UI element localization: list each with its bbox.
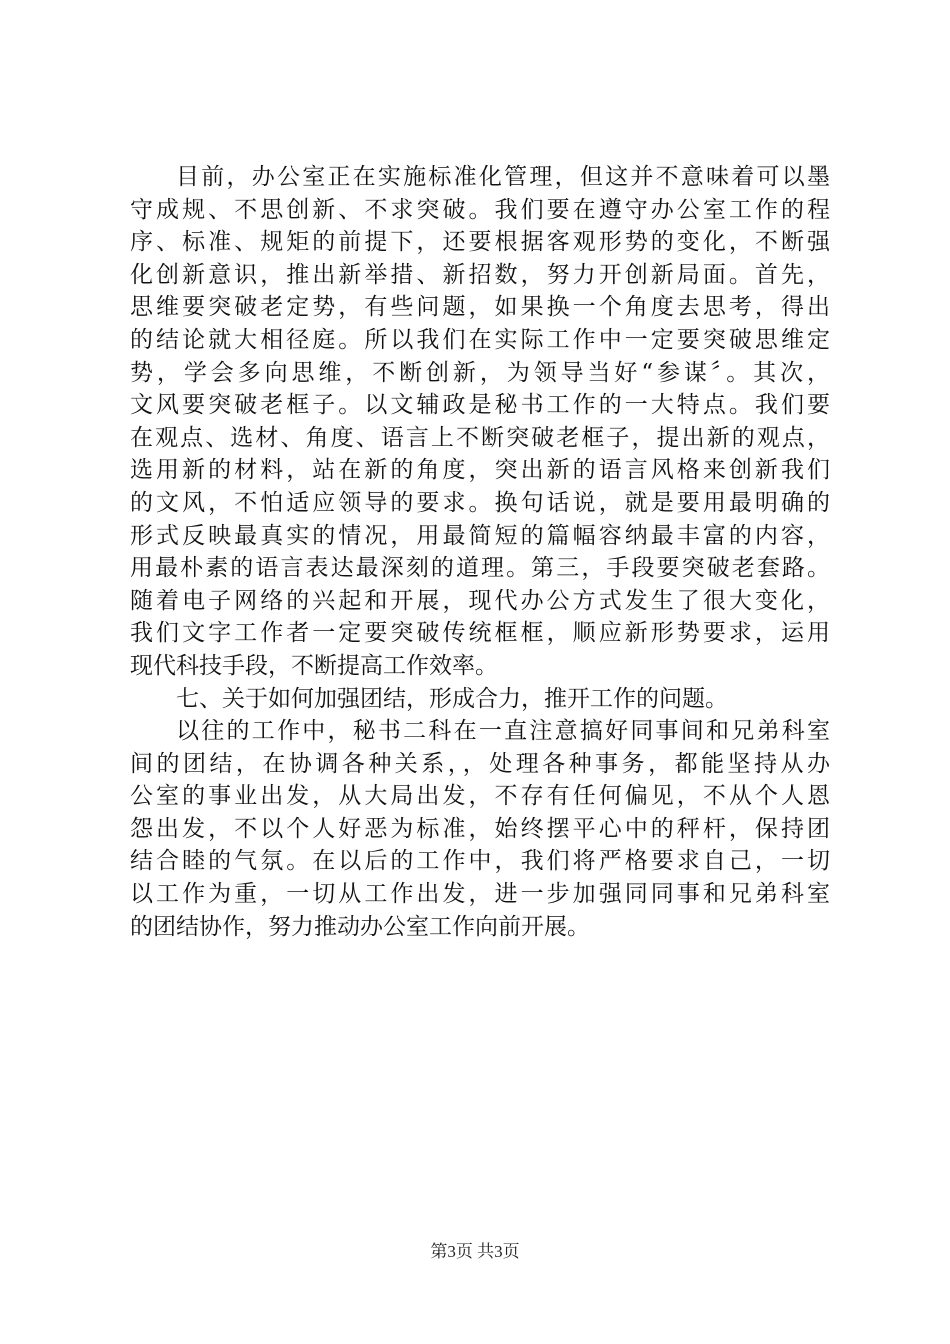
paragraph-line: 目前，办公室正在实施标准化管理，但这并不意味着可以墨: [176, 164, 830, 190]
paragraph-line: 我们文字工作者一定要突破传统框框，顺应新形势要求，运用: [130, 620, 830, 647]
paragraph-line: 势，学会多向思维，不断创新，为领导当好“参谋〞。其次，: [130, 359, 830, 386]
paragraph-line: 以工作为重，一切从工作出发，进一步加强同同事和兄弟科室: [130, 881, 830, 908]
paragraph-line: 在观点、选材、角度、语言上不断突破老框子，提出新的观点，: [130, 424, 830, 451]
paragraph-line: 序、标准、规矩的前提下，还要根据客观形势的变化，不断强: [130, 229, 830, 256]
paragraph-line: 选用新的材料，站在新的角度，突出新的语言风格来创新我们: [130, 457, 830, 484]
paragraph-line: 的团结协作，努力推动办公室工作向前开展。: [130, 913, 590, 940]
page-number: 第3页 共3页: [430, 1242, 520, 1261]
document-body: [130, 161, 830, 943]
paragraph-line: 的结论就大相径庭。所以我们在实际工作中一定要突破思维定: [130, 326, 830, 353]
paragraph-line: 化创新意识，推出新举措、新招数，努力开创新局面。首先，: [130, 261, 830, 288]
paragraph-line: 用最朴素的语言表达最深刻的道理。第三，手段要突破老套路。: [130, 555, 830, 582]
paragraph-line: 文风要突破老框子。以文辅政是秘书工作的一大特点。我们要: [130, 392, 830, 419]
paragraph-line: 思维要突破老定势，有些问题，如果换一个角度去思考，得出: [130, 294, 830, 321]
paragraph-line: 怨出发，不以个人好恶为标准，始终摆平心中的秤杆，保持团: [130, 815, 830, 842]
paragraph-line: 随着电子网络的兴起和开展，现代办公方式发生了很大变化，: [130, 587, 830, 614]
paragraph-line: 现代科技手段，不断提高工作效率。: [130, 652, 498, 679]
paragraph-line: 以往的工作中，秘书二科在一直注意搞好同事间和兄弟科室: [176, 718, 830, 745]
paragraph-line: 守成规、不思创新、不求突破。我们要在遵守办公室工作的程: [130, 196, 830, 223]
paragraph-line: 公室的事业出发，从大局出发，不存有任何偏见，不从个人恩: [130, 783, 830, 810]
section-heading: 七、关于如何加强团结，形成合力，推开工作的问题。: [176, 685, 728, 712]
paragraph-line: 的文风，不怕适应领导的要求。换句话说，就是要用最明确的: [130, 489, 830, 516]
paragraph-line: 结合睦的气氛。在以后的工作中，我们将严格要求自己，一切: [130, 848, 830, 875]
paragraph-line: 形式反映最真实的情况，用最简短的篇幅容纳最丰富的内容，: [130, 522, 830, 549]
paragraph-line: 间的团结，在协调各种关系，，处理各种事务，都能坚持从办: [130, 750, 830, 777]
